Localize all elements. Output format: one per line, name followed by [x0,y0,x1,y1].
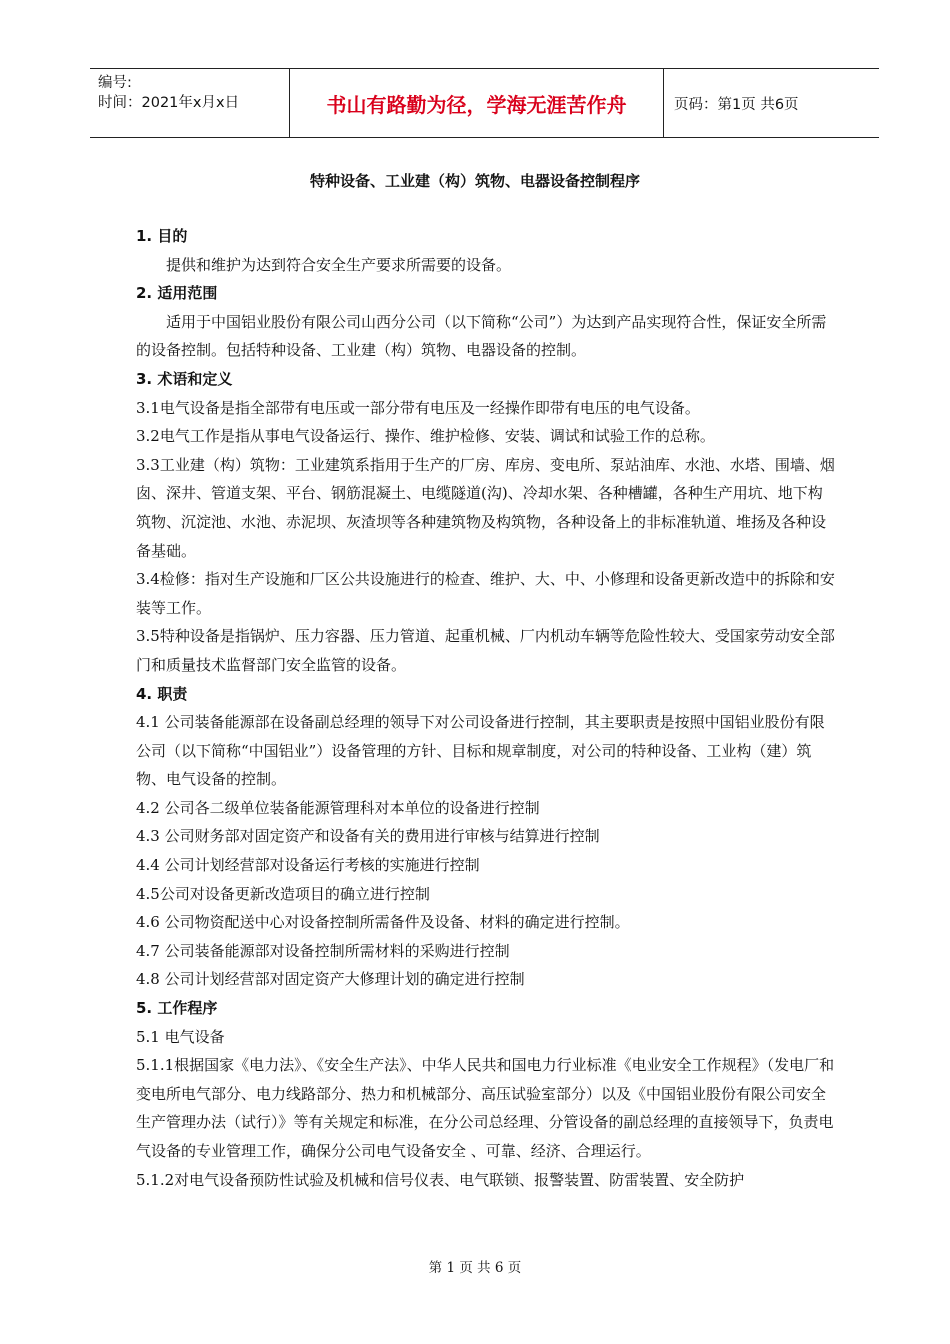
page-header [90,68,879,138]
document-body [136,222,836,1194]
body-paragraph: 4.8 公司计划经营部对固定资产大修理计划的确定进行控制 [136,970,525,989]
header-page-info: 页码：第1页 共6页 [674,96,799,113]
body-paragraph: 5.1 电气设备 [136,1027,225,1046]
body-paragraph: 3.1电气设备是指全部带有电压或一部分带有电压及一经操作即带有电压的电气设备。 [136,398,700,417]
body-paragraph: 4.2 公司各二级单位装备能源管理科对本单位的设备进行控制 [136,798,540,817]
body-paragraph: 3.5特种设备是指锅炉、压力容器、压力管道、起重机械、厂内机动车辆等危险性较大、受国家劳动安全部门和质量技术监督部门安全监管的设备。 [136,627,835,674]
header-meta [90,69,290,137]
section-heading: 3. 术语和定义 [136,369,233,388]
body-paragraph: 适用于中国铝业股份有限公司山西分公司（以下简称“公司”）为达到产品实现符合性，保证安全所需的设备控制。包括特种设备、工业建（构）筑物、电器设备的控制。 [136,312,827,360]
body-paragraph: 5.1.2对电气设备预防性试验及机械和信号仪表、电气联锁、报警装置、防雷装置、安全防护 [136,1170,745,1189]
body-paragraph: 4.6 公司物资配送中心对设备控制所需备件及设备、材料的确定进行控制。 [136,913,630,932]
section-heading: 5. 工作程序 [136,999,218,1018]
section-heading: 2. 适用范围 [136,284,218,303]
document-time: 时间：2021年x月x日 [98,95,240,111]
body-paragraph: 4.5公司对设备更新改造项目的确立进行控制 [136,884,430,903]
section-heading: 4. 职责 [136,684,188,703]
page-footer: 第 1 页 共 6 页 [428,1260,522,1276]
body-paragraph: 4.7 公司装备能源部对设备控制所需材料的采购进行控制 [136,941,510,960]
body-paragraph: 4.3 公司财务部对固定资产和设备有关的费用进行审核与结算进行控制 [136,827,600,846]
document-title: 特种设备、工业建（构）筑物、电器设备控制程序 [309,172,640,190]
body-paragraph: 3.3工业建（构）筑物：工业建筑系指用于生产的厂房、库房、变电所、泵站油库、水池、水塔、围墙、烟囱、深井、管道支架、平台、钢筋混凝土、电缆隧道(沟)、冷却水架、各种槽罐，各种生产用坑、地下构筑物、沉淀池、水池、赤泥坝、灰渣坝等各种建筑物及构筑物，各种设备上的非标准轨道、堆扬及各种设备基础。 [136,455,835,560]
body-paragraph: 4.1 公司装备能源部在设备副总经理的领导下对公司设备进行控制，其主要职责是按照中国铝业股份有限公司（以下简称“中国铝业”）设备管理的方针、目标和规章制度，对公司的特种设备、工业构（建）筑物、电气设备的控制。 [136,713,825,789]
header-motto: 书山有路勤为径，学海无涯苦作舟 [290,69,664,137]
body-paragraph: 4.4 公司计划经营部对设备运行考核的实施进行控制 [136,856,480,875]
body-paragraph: 3.2电气工作是指从事电气设备运行、操作、维护检修、安装、调试和试验工作的总称。 [136,427,715,446]
body-paragraph: 3.4检修：指对生产设施和厂区公共设施进行的检查、维护、大、中、小修理和设备更新改造中的拆除和安装等工作。 [136,570,835,617]
section-heading: 1. 目的 [136,227,188,245]
document-number-label: 编号: [98,75,132,91]
body-paragraph: 提供和维护为达到符合安全生产要求所需要的设备。 [166,255,512,274]
body-paragraph: 5.1.1根据国家《电力法》、《安全生产法》、中华人民共和国电力行业标准《电业安全工作规程》（发电厂和变电所电气部分、电力线路部分、热力和机械部分、高压试验室部分）以及《中国铝业股份有限公司安全生产管理办法（试行）》等有关规定和标准，在分公司总经理、分管设备的副总经理的直接领导下，负责电气设备的专业管理工作，确保分公司电气设备安全 、可靠、经济、合理运行。 [136,1056,835,1160]
